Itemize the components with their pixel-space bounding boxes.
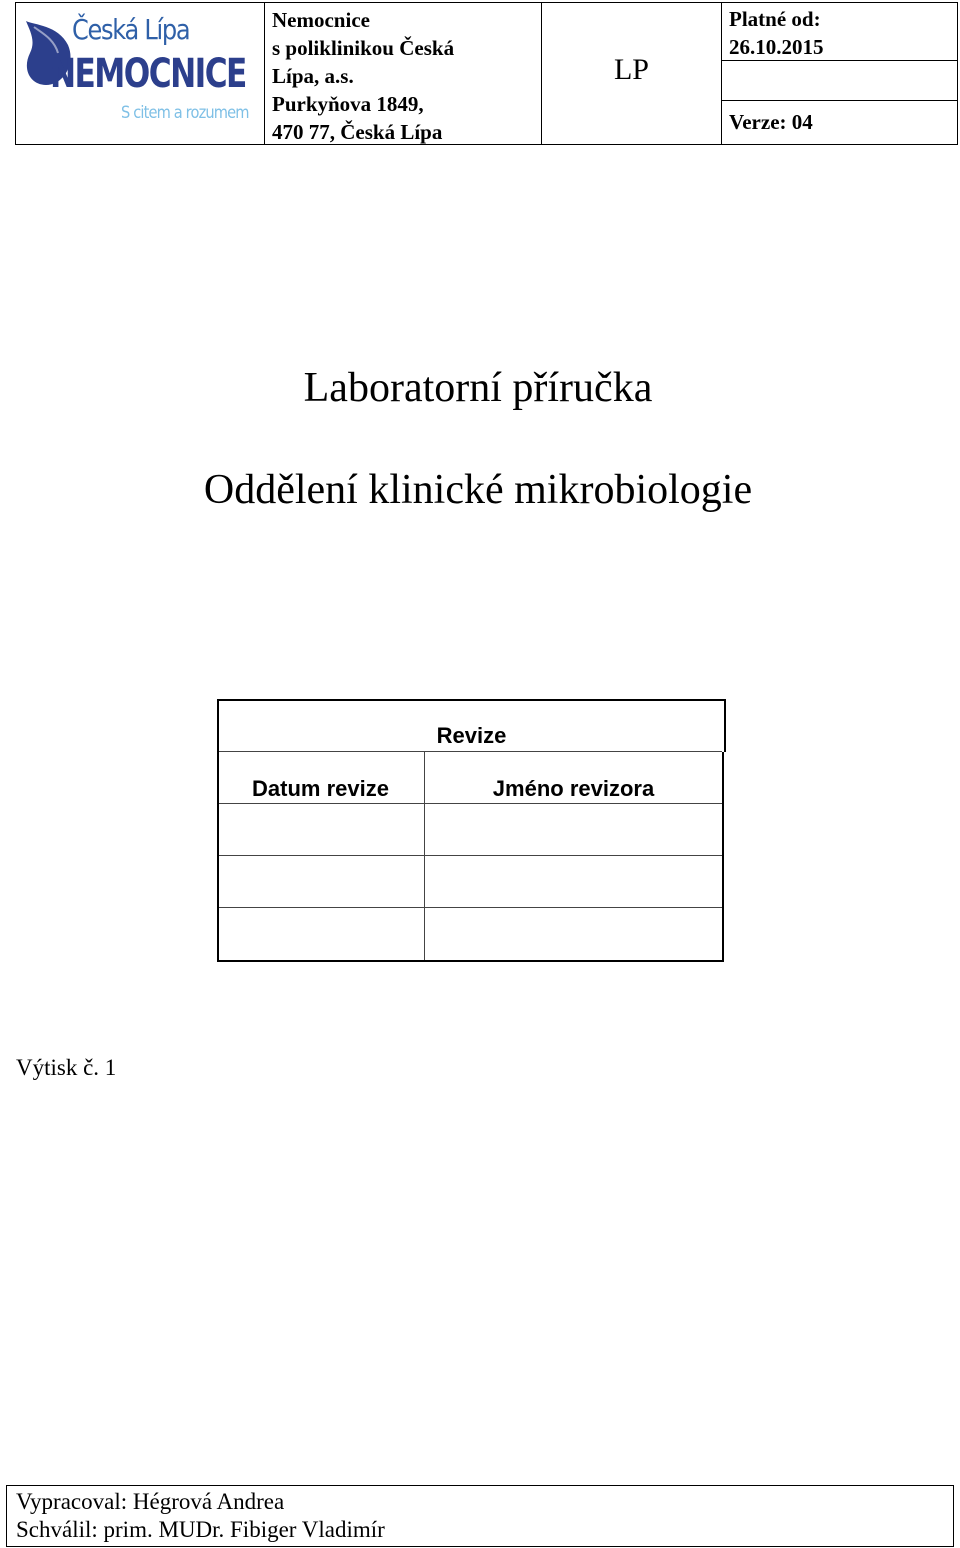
logo-city-text: Česká Lípa xyxy=(72,13,190,46)
document-code xyxy=(542,3,722,144)
logo-name-text: NEMOCNICE xyxy=(50,51,246,97)
hospital-logo xyxy=(24,13,256,133)
revision-reviewer-cell xyxy=(425,856,722,906)
copy-number: Výtisk č. 1 xyxy=(16,1055,117,1080)
revision-reviewer-cell xyxy=(425,908,722,958)
valid-from xyxy=(722,3,958,61)
approved-by: Schválil: prim. MUDr. Fibiger Vladimír xyxy=(16,1517,385,1542)
revision-table-border xyxy=(722,752,724,962)
hospital-address xyxy=(265,3,542,144)
document-header xyxy=(15,2,958,145)
document-meta xyxy=(722,3,958,144)
document-title: Laboratorní příručka xyxy=(303,365,653,411)
logo-cell xyxy=(16,3,265,144)
address-line: Nemocnice xyxy=(272,8,370,32)
revision-reviewer-cell xyxy=(425,804,722,854)
version: Verze: 04 xyxy=(729,110,813,134)
revision-date-cell xyxy=(219,804,424,854)
document-footer xyxy=(6,1485,954,1547)
prepared-by: Vypracoval: Hégrová Andrea xyxy=(16,1489,285,1514)
valid-from-date: 26.10.2015 xyxy=(729,35,824,59)
valid-from-label: Platné od: xyxy=(729,7,821,31)
document-code-text: LP xyxy=(613,52,649,86)
address-line: 470 77, Česká Lípa xyxy=(272,120,443,144)
revision-table xyxy=(217,699,726,962)
address-line: Purkyňova 1849, xyxy=(272,92,424,116)
logo-motto-text: S citem a rozumem xyxy=(121,103,249,123)
address-line: s poliklinikou Česká xyxy=(272,36,455,60)
address-line: Lípa, a.s. xyxy=(272,64,354,88)
column-header-reviewer: Jméno revizora xyxy=(492,776,655,801)
revision-date-cell xyxy=(219,856,424,906)
revision-table-caption: Revize xyxy=(436,723,507,748)
revision-date-cell xyxy=(219,908,424,958)
document-subtitle: Oddělení klinické mikrobiologie xyxy=(203,467,753,513)
meta-empty-row xyxy=(722,61,958,101)
column-header-date: Datum revize xyxy=(252,776,389,801)
revision-table-divider xyxy=(219,751,722,752)
